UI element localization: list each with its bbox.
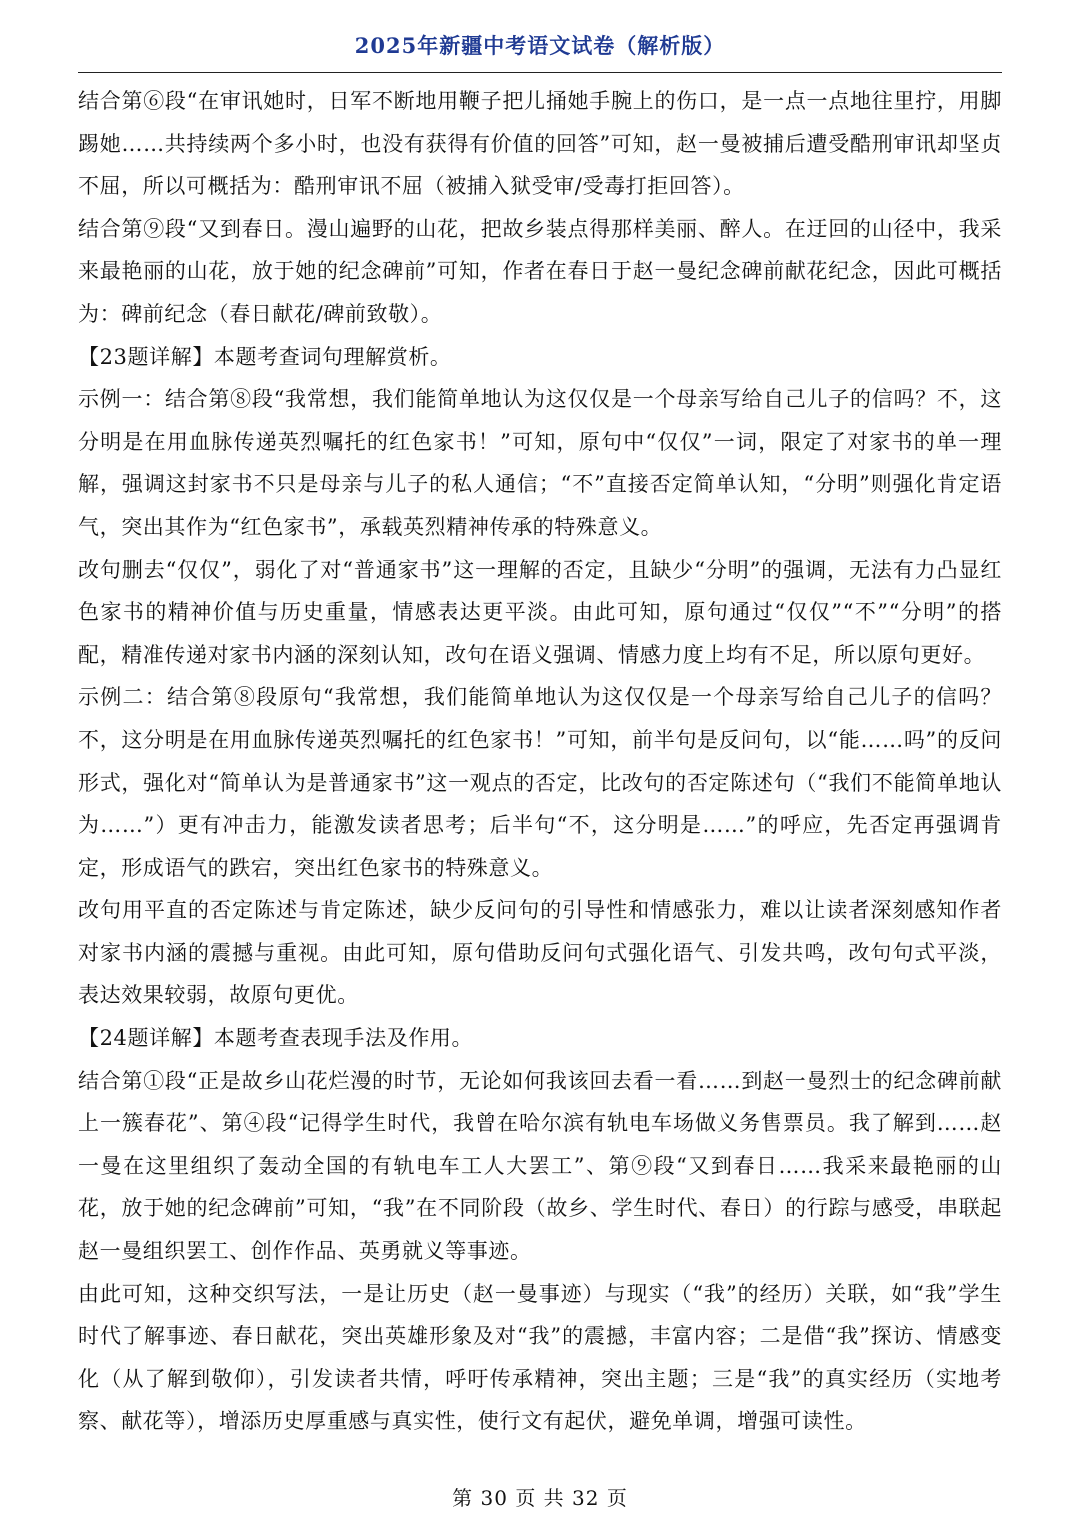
paragraph-q24-conclusion: 由此可知，这种交织写法，一是让历史（赵一曼事迹）与现实（“我”的经历）关联，如“我”学生时代了解事迹、春日献花，突出英雄形象及对“我”的震撼，丰富内容；二是借“我”探访、情感变化（从了解到敬仰），引发读者共情，呼吁传承精神，突出主题；三是“我”的真实经历（实地考察、献花等），增添历史厚重感与真实性，使行文有起伏，避免单调，增强可读性。 (78, 1281, 1002, 1434)
document-body (78, 80, 1002, 1443)
paragraph-q24-analysis: 结合第①段“正是故乡山花烂漫的时节，无论如何我该回去看一看……到赵一曼烈士的纪念碑前献上一簇春花”、第④段“记得学生时代，我曾在哈尔滨有轨电车场做义务售票员。我了解到……赵一曼在这里组织了轰动全国的有轨电车工人大罢工”、第⑨段“又到春日……我采来最艳丽的山花，放于她的纪念碑前”可知，“我”在不同阶段（故乡、学生时代、春日）的行踪与感受，串联起赵一曼组织罢工、创作作品、英勇就义等事迹。 (78, 1068, 1002, 1264)
paragraph-q23-example1-compare: 改句删去“仅仅”，弱化了对“普通家书”这一理解的否定，且缺少“分明”的强调，无法有力凸显红色家书的精神价值与历史重量，情感表达更平淡。由此可知，原句通过“仅仅”“不”“分明”的搭配，精准传递对家书内涵的深刻认知，改句在语义强调、情感力度上均有不足，所以原句更好。 (78, 557, 1002, 667)
paragraph-q22-part3: 结合第⑥段“在审讯她时，日军不断地用鞭子把儿捅她手腕上的伤口，是一点一点地往里拧，用脚踢她……共持续两个多小时，也没有获得有价值的回答”可知，赵一曼被捕后遭受酷刑审讯却坚贞不屈，所以可概括为：酷刑审讯不屈（被捕入狱受审/受毒打拒回答）。 (78, 89, 1002, 199)
heading-q24-detail: 【24题详解】本题考查表现手法及作用。 (78, 1026, 474, 1051)
paragraph-q23-example2: 示例二：结合第⑧段原句“我常想，我们能简单地认为这仅仅是一个母亲写给自己儿子的信吗？不，这分明是在用血脉传递英烈嘱托的红色家书！”可知，前半句是反问句，以“能……吗”的反问形式，强化对“简单认为是普通家书”这一观点的否定，比改句的否定陈述句（“我们不能简单地认为……”）更有冲击力，能激发读者思考；后半句“不，这分明是……”的呼应，先否定再强调肯定，形成语气的跌宕，突出红色家书的特殊意义。 (78, 685, 1002, 880)
paragraph-q22-part4: 结合第⑨段“又到春日。漫山遍野的山花，把故乡装点得那样美丽、醉人。在迂回的山径中，我采来最艳丽的山花，放于她的纪念碑前”可知，作者在春日于赵一曼纪念碑前献花纪念，因此可概括为：碑前纪念（春日献花/碑前致敬）。 (78, 216, 1002, 326)
paragraph-q23-example1: 示例一：结合第⑧段“我常想，我们能简单地认为这仅仅是一个母亲写给自己儿子的信吗？不，这分明是在用血脉传递英烈嘱托的红色家书！”可知，原句中“仅仅”一词，限定了对家书的单一理解，强调这封家书不只是母亲与儿子的私人通信；“不”直接否定简单认知，“分明”则强化肯定语气，突出其作为“红色家书”，承载英烈精神传承的特殊意义。 (78, 387, 1002, 539)
page-number: 第 30 页 共 32 页 (452, 1486, 628, 1510)
paragraph-q23-example2-compare: 改句用平直的否定陈述与肯定陈述，缺少反问句的引导性和情感张力，难以让读者深刻感知作者对家书内涵的震撼与重视。由此可知，原句借助反问句式强化语气、引发共鸣，改句句式平淡，表达效果较弱，故原句更优。 (78, 898, 1002, 1008)
header-divider (78, 72, 1002, 73)
heading-q23-detail: 【23题详解】本题考查词句理解赏析。 (78, 344, 452, 369)
page-header-title: 2025年新疆中考语文试卷（解析版） (354, 33, 726, 58)
